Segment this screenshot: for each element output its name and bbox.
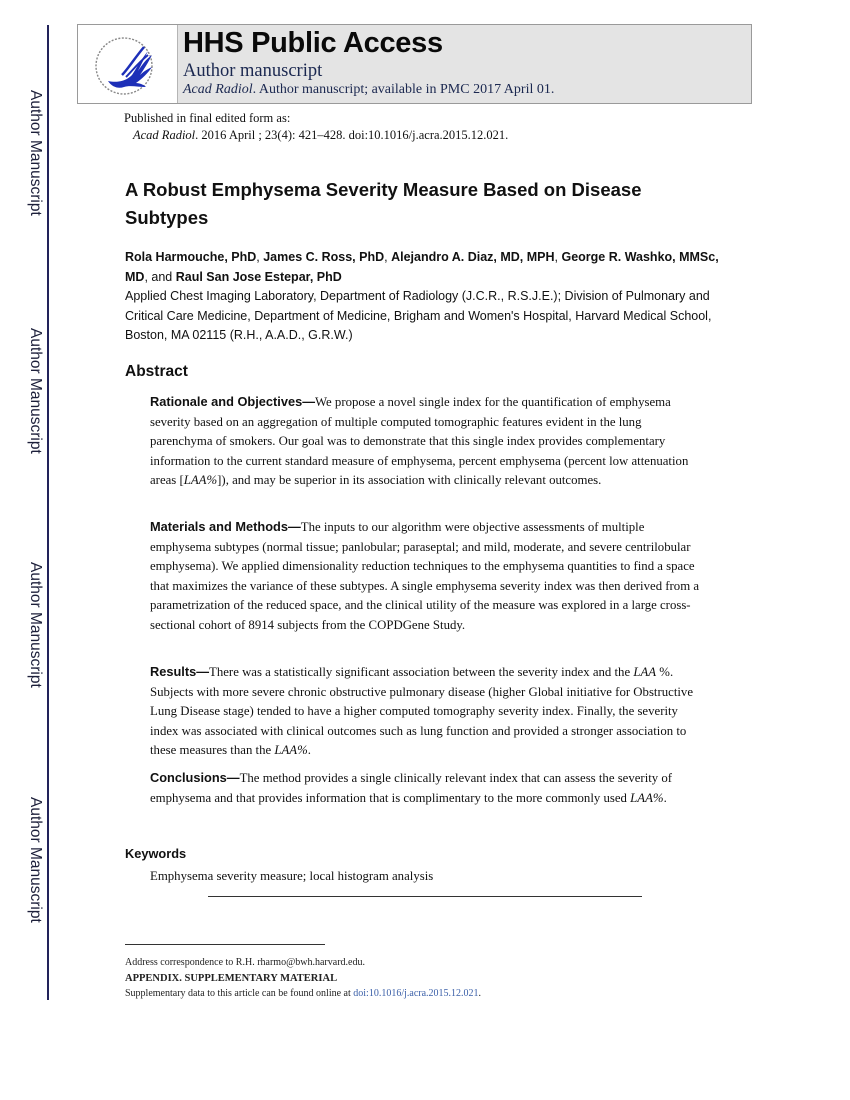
section-label: Conclusions— — [150, 770, 240, 785]
supplementary-doi-link[interactable]: doi:10.1016/j.acra.2015.12.021 — [353, 988, 479, 999]
section-italic: LAA — [633, 665, 657, 679]
section-text: We propose a novel single index for the quantification of emphysema severity based on an aggregation of multiple computed tomographic features evident in the lung parenchyma of smokers. Our goal was to demonstrate that this single index provides complementary information to the current standard measure of emphysema, percent emphysema (percent low attenuation areas [ — [150, 395, 689, 487]
author-separator: , — [554, 250, 562, 264]
correspondence-note: Address correspondence to R.H. rharmo@bwh.harvard.edu. — [125, 957, 365, 968]
abstract-section-methods — [150, 517, 705, 635]
article-title: A Robust Emphysema Severity Measure Based on Disease Subtypes — [125, 179, 642, 228]
author-name: Alejandro A. Diaz, MD, MPH — [391, 250, 555, 264]
journal-name: Acad Radiol — [183, 82, 253, 97]
supplementary-text: Supplementary data to this article can be found online at — [125, 988, 354, 999]
supplementary-end: . — [478, 988, 482, 999]
availability-line — [183, 82, 554, 98]
author-affiliation: Applied Chest Imaging Laboratory, Department of Radiology (J.C.R., R.S.J.E.); Division of Pulmonary and Critical Care Medicine, Department of Medicine, Brigham and Women's Hospital, Harvard Medical School, Boston, MA 02115 (R.H., A.A.D., G.R.W.) — [125, 289, 712, 342]
keywords-heading: Keywords — [125, 846, 187, 861]
citation-text: . 2016 April ; 23(4): 421–428. doi:10.1016/j.acra.2015.12.021. — [195, 128, 509, 142]
publication-intro: Published in final edited form as: — [124, 111, 291, 125]
side-label-text: Author Manuscript — [27, 90, 44, 216]
section-label: Rationale and Objectives— — [150, 394, 315, 409]
section-italic: LAA% — [274, 743, 308, 757]
abstract-section-conclusions — [150, 768, 705, 808]
author-manuscript-subtitle: Author manuscript — [183, 61, 323, 81]
abstract-section-rationale — [150, 392, 705, 491]
hhs-header-banner — [77, 24, 752, 104]
section-label: Results— — [150, 664, 210, 679]
supplementary-note — [125, 988, 481, 999]
section-text: %. Subjects with more severe chronic obstructive pulmonary disease (higher Global initiative for Obstructive Lung Disease stage) tended to have a higher computed tomography severity index. Finally, the severity index was associated with clinical outcomes such as lung function and provided a stronger association to these measures than the — [150, 665, 694, 757]
section-text: ]), and may be superior in its association with clinically relevant outcomes. — [217, 473, 602, 487]
hhs-eagle-logo-icon — [78, 25, 178, 103]
section-text: The inputs to our algorithm were objective assessments of multiple emphysema subtypes (normal tissue; panlobular; paraseptal; and mild, moderate, and severe centrilobular emphysema). We applied dimensionality reduction techniques to the emphysema quantities to find a space that maximizes the variance of these subtypes. A single emphysema severity index was then derived from a parametrization of the reduced space, and the clinical utility of the measure was explored in a large cross-sectional cohort of 8914 subjects from the COPDGene Study. — [150, 520, 700, 632]
section-divider — [208, 896, 642, 897]
side-label-text: Author Manuscript — [27, 562, 44, 688]
side-label-text: Author Manuscript — [27, 797, 44, 923]
availability-text: . Author manuscript; available in PMC 2017 April 01. — [252, 82, 555, 97]
section-text: . — [307, 743, 311, 757]
author-name: Raul San Jose Estepar, PhD — [175, 269, 342, 284]
section-text: The method provides a single clinically relevant index that can assess the severity of emphysema and that provides information that is complimentary to the more commonly used — [150, 771, 673, 805]
section-italic: LAA% — [630, 790, 664, 805]
publication-citation — [124, 127, 508, 144]
abstract-section-results — [150, 662, 705, 761]
section-italic: LAA% — [183, 473, 218, 487]
citation-journal: Acad Radiol — [133, 128, 196, 142]
author-separator: , — [256, 250, 264, 264]
author-name: Rola Harmouche, PhD — [125, 250, 257, 264]
author-name: George R. Washko, MMSc, MD — [125, 250, 719, 284]
author-separator: , — [384, 250, 392, 264]
appendix-heading: APPENDIX. SUPPLEMENTARY MATERIAL — [125, 973, 338, 984]
side-label-text: Author Manuscript — [27, 328, 44, 454]
author-separator: , and — [144, 269, 176, 284]
publication-info — [124, 110, 508, 144]
abstract-heading: Abstract — [125, 363, 188, 380]
section-text: . — [663, 790, 667, 805]
keywords-list: Emphysema severity measure; local histogram analysis — [150, 869, 434, 883]
author-list — [125, 248, 725, 287]
section-text: There was a statistically significant association between the severity index and the — [209, 665, 634, 679]
footnote-rule — [125, 944, 325, 945]
author-name: James C. Ross, PhD — [263, 250, 385, 264]
margin-rule — [47, 25, 49, 1000]
section-label: Materials and Methods— — [150, 519, 301, 534]
hhs-public-access-title: HHS Public Access — [183, 27, 443, 59]
